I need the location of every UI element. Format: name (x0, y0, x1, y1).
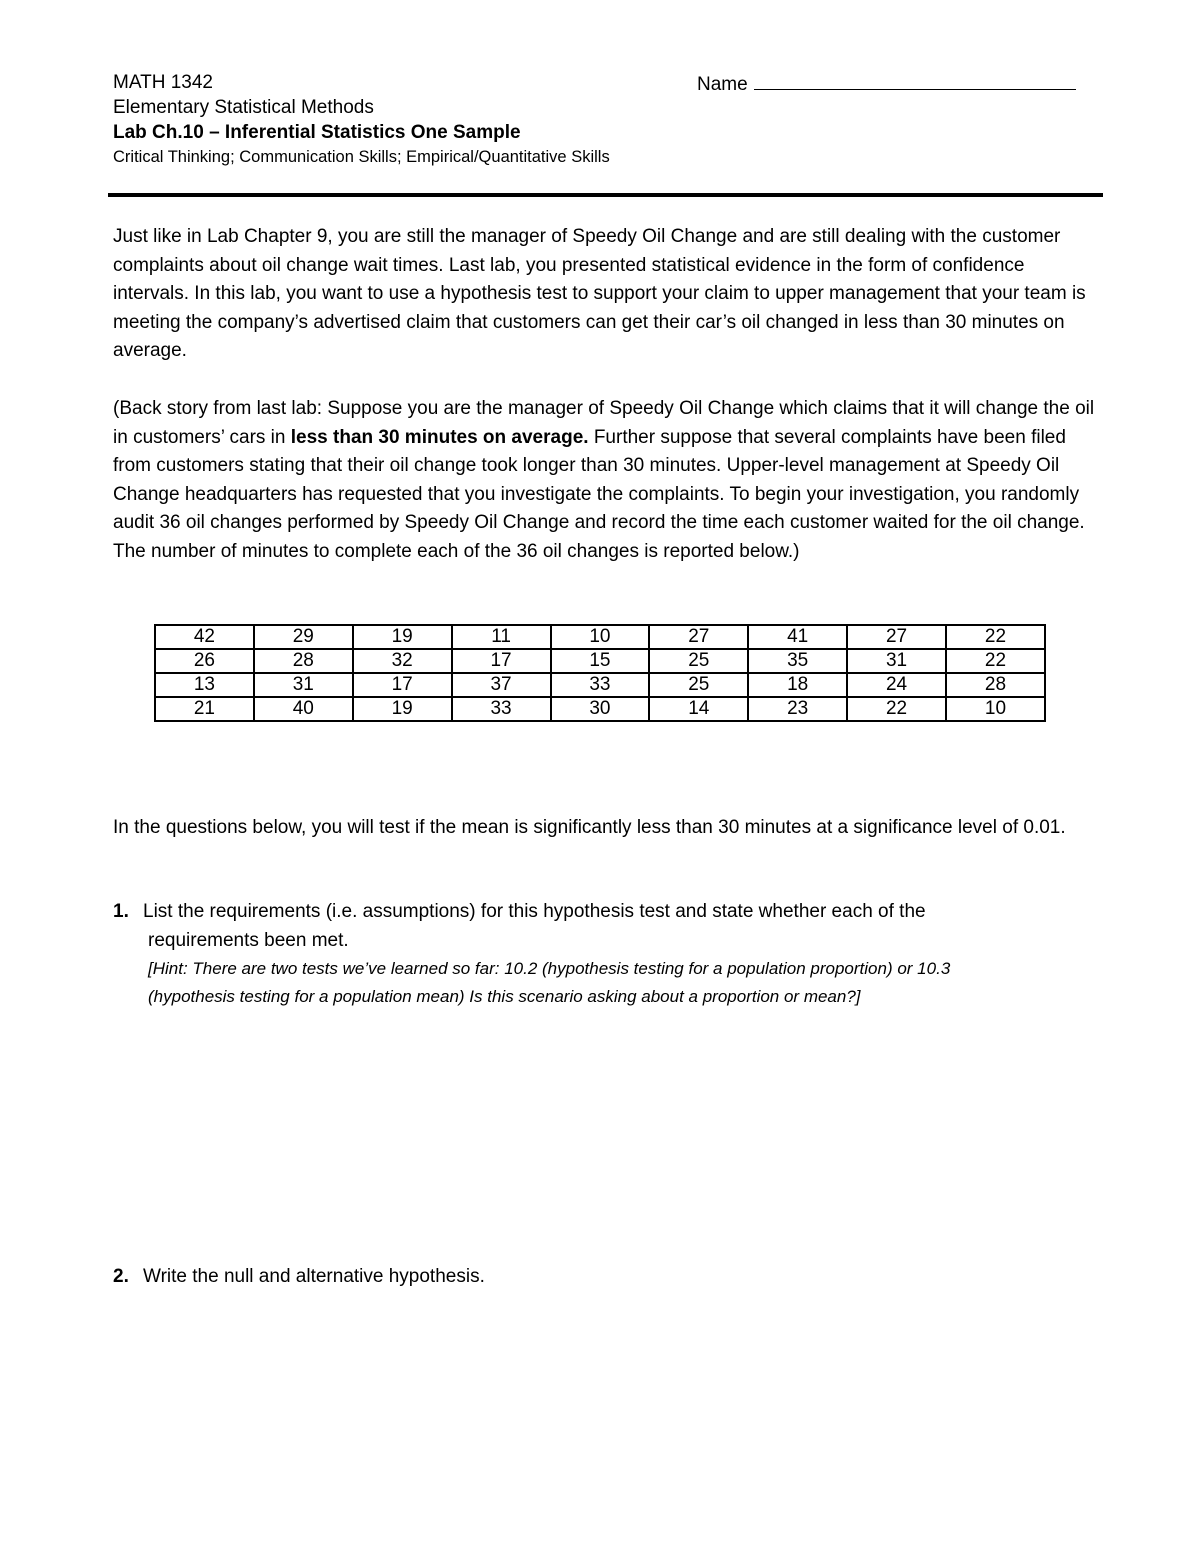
table-cell: 32 (353, 649, 452, 673)
table-cell: 30 (551, 697, 650, 721)
course-code: MATH 1342 (113, 72, 213, 93)
table-cell: 18 (748, 673, 847, 697)
lab-title: Lab Ch.10 – Inferential Statistics One Sample (113, 122, 521, 143)
question-1-text: List the requirements (i.e. assumptions) for this hypothesis test and state whether each of the (143, 901, 926, 922)
backstory-paragraph (113, 395, 1098, 567)
table-cell: 33 (452, 697, 551, 721)
name-blank-line[interactable] (754, 70, 1076, 90)
table-cell: 22 (946, 649, 1045, 673)
table-cell: 11 (452, 625, 551, 649)
question-2 (113, 1263, 1098, 1292)
table-cell: 14 (649, 697, 748, 721)
table-cell: 31 (254, 673, 353, 697)
table-cell: 42 (155, 625, 254, 649)
table-cell: 40 (254, 697, 353, 721)
question-2-number: 2. (113, 1266, 129, 1287)
backstory-text-b: Further suppose that several complaints have been filed from customers stating that their oil change took longer than 30 minutes. Upper-level management at Speedy Oil Change headquarters has requested that you investigate the complaints. To begin your investigation, you randomly audit 36 oil changes performed by Speedy Oil Change and record the time each customer waited for the oil change. The number of minutes to complete each of the 36 oil changes is reported below.) (113, 426, 1085, 562)
header-divider (108, 193, 1103, 197)
instructions-paragraph: In the questions below, you will test if the mean is significantly less than 30 minutes at a significance level of 0.01. (113, 817, 1066, 838)
table-cell: 10 (946, 697, 1045, 721)
table-cell: 27 (847, 625, 946, 649)
table-cell: 19 (353, 697, 452, 721)
question-1-number: 1. (113, 901, 129, 922)
table-row (155, 697, 1045, 721)
table-cell: 15 (551, 649, 650, 673)
question-1 (113, 898, 1098, 1011)
table-cell: 31 (847, 649, 946, 673)
course-title: Elementary Statistical Methods (113, 97, 374, 118)
table-cell: 24 (847, 673, 946, 697)
table-cell: 22 (847, 697, 946, 721)
table-cell: 23 (748, 697, 847, 721)
table-cell: 22 (946, 625, 1045, 649)
table-cell: 41 (748, 625, 847, 649)
table-cell: 17 (353, 673, 452, 697)
table-cell: 26 (155, 649, 254, 673)
skills-line: Critical Thinking; Communication Skills; Empirical/Quantitative Skills (113, 148, 610, 166)
name-label: Name (697, 74, 748, 95)
table-cell: 27 (649, 625, 748, 649)
backstory-bold-claim: less than 30 minutes on average. (290, 426, 589, 448)
table-row (155, 673, 1045, 697)
backstory-text-a: (Back story from last lab: Suppose you are the manager of Speedy Oil Change which claims that it will change the oil in customers’ cars in (113, 398, 1095, 448)
table-cell: 33 (551, 673, 650, 697)
table-cell: 29 (254, 625, 353, 649)
table-cell: 28 (254, 649, 353, 673)
table-cell: 17 (452, 649, 551, 673)
question-1-hint-line1: [Hint: There are two tests we’ve learned so far: 10.2 (hypothesis testing for a population proportion) or 10.3 (148, 959, 951, 979)
question-1-hint-line2: (hypothesis testing for a population mean) Is this scenario asking about a proportion or mean?] (148, 987, 861, 1007)
name-field[interactable] (697, 70, 1076, 97)
table-row (155, 649, 1045, 673)
table-cell: 25 (649, 649, 748, 673)
intro-paragraph: Just like in Lab Chapter 9, you are still the manager of Speedy Oil Change and are still dealing with the customer complaints about oil change wait times. Last lab, you presented statistical evidence in the form of confidence intervals. In this lab, you want to use a hypothesis test to support your claim to upper management that your team is meeting the company’s advertised claim that customers can get their car’s oil changed in less than 30 minutes on average. (113, 226, 1086, 362)
table-cell: 35 (748, 649, 847, 673)
table-cell: 10 (551, 625, 650, 649)
table-cell: 37 (452, 673, 551, 697)
table-cell: 21 (155, 697, 254, 721)
table-cell: 25 (649, 673, 748, 697)
table-cell: 28 (946, 673, 1045, 697)
table-cell: 13 (155, 673, 254, 697)
question-1-text-cont: requirements been met. (148, 929, 349, 951)
table-cell: 19 (353, 625, 452, 649)
table-row (155, 625, 1045, 649)
question-2-text: Write the null and alternative hypothesis. (143, 1266, 485, 1287)
wait-times-table (154, 624, 1046, 722)
